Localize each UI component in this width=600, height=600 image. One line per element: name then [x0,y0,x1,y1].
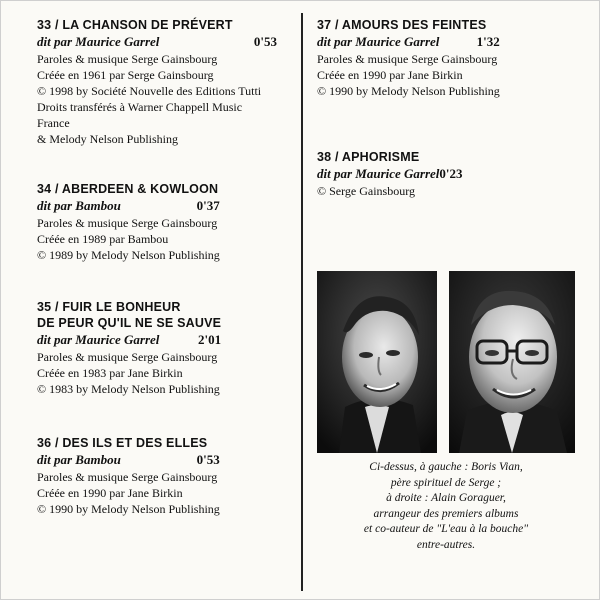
portrait-photo-boris-vian [317,271,437,453]
portrait-image [449,271,575,453]
track-note-line: © 1990 by Melody Nelson Publishing [37,502,220,516]
track-title: 37 / AMOURS DES FEINTES [317,18,487,32]
track-credit-row [317,165,463,183]
track-credit-row [317,33,500,51]
track-note-line: Paroles & musique Serge Gainsbourg [37,52,218,66]
caption-line: et co-auteur de "L'eau à la bouche" [363,523,529,535]
track-duration: 0'37 [196,198,220,213]
portrait-photos [317,271,575,453]
track-note-line: Paroles & musique Serge Gainsbourg [37,350,218,364]
track-36 [37,435,220,517]
track-note-line: & Melody Nelson Publishing [37,132,179,146]
track-notes [37,469,220,517]
track-notes [37,51,277,147]
track-duration: 2'01 [198,332,222,347]
track-note-line: Paroles & musique Serge Gainsbourg [37,470,218,484]
track-notes [317,183,463,199]
track-narrator: dit par Maurice Garrel [317,166,440,181]
portrait-photo-alain-goraguer [449,271,575,453]
caption-line: à droite : Alain Goraguer, [386,492,506,504]
track-note-line: Créée en 1961 par Serge Gainsbourg [37,68,214,82]
track-credit-row [37,197,220,215]
track-note-line: Paroles & musique Serge Gainsbourg [317,52,498,66]
track-34 [37,181,220,263]
track-notes [317,51,500,99]
track-title: 36 / DES ILS ET DES ELLES [37,436,208,450]
track-notes [37,215,220,263]
track-note-line: Créée en 1990 par Jane Birkin [37,486,183,500]
portrait-image [317,271,437,453]
track-note-line: Créée en 1989 par Bambou [37,232,169,246]
track-35 [37,299,221,397]
track-38 [317,149,463,199]
track-duration: 1'32 [476,34,500,49]
track-note-line: © 1998 by Société Nouvelle des Editions Tutti [37,84,262,98]
column-divider [301,13,303,591]
track-duration: 0'23 [439,166,463,181]
track-note-line: © 1983 by Melody Nelson Publishing [37,382,220,396]
track-33 [37,17,277,147]
track-title: 33 / LA CHANSON DE PRÉVERT [37,18,233,32]
track-narrator: dit par Bambou [37,452,121,467]
track-37 [317,17,500,99]
track-note-line: © 1990 by Melody Nelson Publishing [317,84,500,98]
track-note-line: © Serge Gainsbourg [317,184,415,198]
track-title-line-2: DE PEUR QU'IL NE SE SAUVE [37,316,222,330]
track-title: 34 / ABERDEEN & KOWLOON [37,182,219,196]
track-narrator: dit par Maurice Garrel [317,34,440,49]
track-duration: 0'53 [196,452,220,467]
track-note-line: Droits transférés à Warner Chappell Music France [37,100,243,130]
track-note-line: Créée en 1983 par Jane Birkin [37,366,183,380]
track-note-line: Paroles & musique Serge Gainsbourg [37,216,218,230]
track-credit-row [37,331,221,349]
caption-line: père spirituel de Serge ; [390,476,502,489]
track-narrator: dit par Bambou [37,198,121,213]
track-title-line-1: 35 / FUIR LE BONHEUR [37,300,181,314]
track-duration: 0'53 [253,34,277,49]
caption-line: Ci-dessus, à gauche : Boris Vian, [369,461,523,473]
track-note-line: Créée en 1990 par Jane Birkin [317,68,463,82]
track-narrator: dit par Maurice Garrel [37,34,160,49]
track-narrator: dit par Maurice Garrel [37,332,160,347]
caption-line: arrangeur des premiers albums [373,507,519,520]
track-note-line: © 1989 by Melody Nelson Publishing [37,248,220,262]
photo-caption [317,460,575,553]
track-credit-row [37,451,220,469]
caption-line: entre-autres. [416,538,476,551]
track-title: 38 / APHORISME [317,150,420,164]
track-notes [37,349,221,397]
track-credit-row [37,33,277,51]
